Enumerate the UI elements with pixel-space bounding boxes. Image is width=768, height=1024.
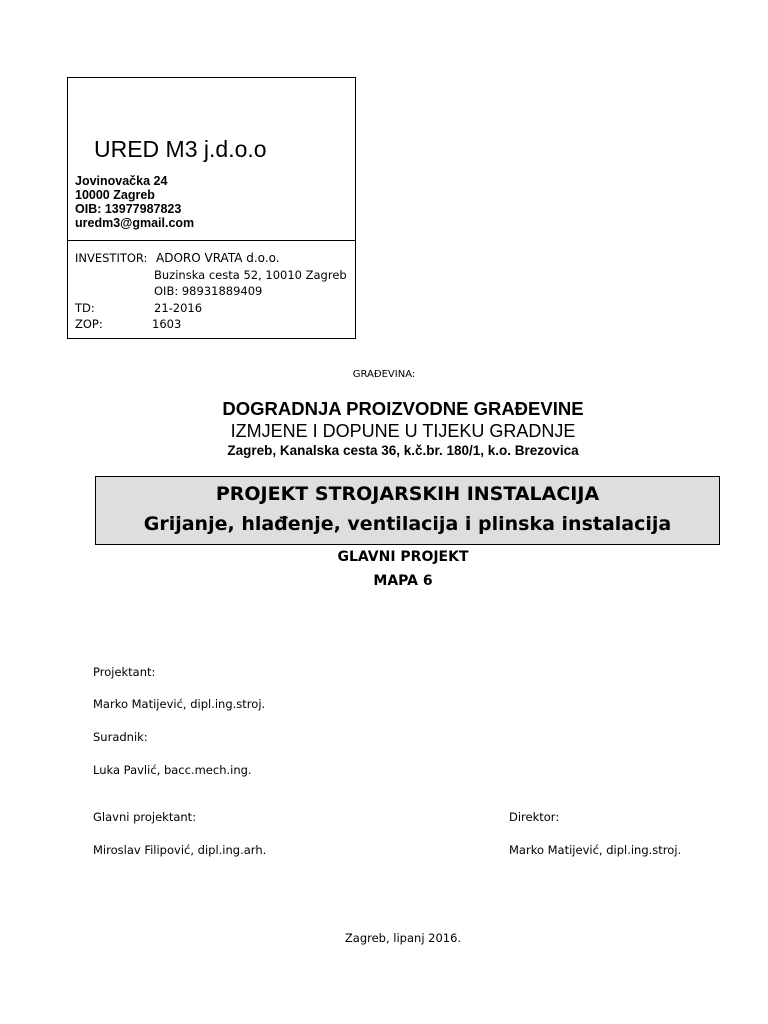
company-street: Jovinovačka 24 — [75, 174, 168, 188]
header-divider — [68, 240, 355, 241]
project-title: PROJEKT STROJARSKIH INSTALACIJA — [215, 483, 600, 505]
company-name: URED M3 j.d.o.o — [94, 136, 267, 162]
designer-name: Marko Matijević, dipl.ing.stroj. — [93, 697, 266, 711]
investor-address: Buzinska cesta 52, 10010 Zagreb — [154, 268, 347, 282]
chief-designer-name: Miroslav Filipović, dipl.ing.arh. — [93, 843, 267, 857]
building-subtitle: IZMJENE I DOPUNE U TIJEKU GRADNJE — [230, 421, 576, 441]
project-title-box — [95, 476, 720, 545]
director-name: Marko Matijević, dipl.ing.stroj. — [509, 843, 682, 857]
chief-designer-label: Glavni projektant: — [93, 810, 197, 824]
building-title: DOGRADNJA PROIZVODNE GRAĐEVINE — [222, 398, 584, 419]
project-type: GLAVNI PROJEKT — [337, 549, 469, 565]
company-header-box — [67, 77, 356, 339]
project-folder: MAPA 6 — [373, 573, 433, 589]
td-value: 21-2016 — [154, 301, 203, 315]
zop-value: 1603 — [152, 317, 182, 331]
zop-label: ZOP: — [75, 317, 103, 331]
company-email: uredm3@gmail.com — [75, 216, 195, 230]
building-label: GRAĐEVINA: — [352, 369, 416, 380]
investor-label: INVESTITOR: — [75, 251, 148, 265]
company-oib: OIB: 13977987823 — [75, 202, 182, 216]
director-label: Direktor: — [509, 810, 560, 824]
designer-label: Projektant: — [93, 665, 156, 679]
project-subtitle: Grijanje, hlađenje, ventilacija i plinska instalacija — [143, 513, 672, 535]
investor-name: ADORO VRATA d.o.o. — [156, 251, 280, 265]
building-address: Zagreb, Kanalska cesta 36, k.č.br. 180/1, k.o. Brezovica — [227, 443, 579, 458]
company-city: 10000 Zagreb — [75, 188, 155, 202]
td-label: TD: — [75, 301, 95, 315]
investor-oib: OIB: 98931889409 — [154, 284, 263, 298]
place-date: Zagreb, lipanj 2016. — [344, 931, 462, 945]
associate-name: Luka Pavlić, bacc.mech.ing. — [93, 763, 252, 777]
associate-label: Suradnik: — [93, 730, 148, 744]
